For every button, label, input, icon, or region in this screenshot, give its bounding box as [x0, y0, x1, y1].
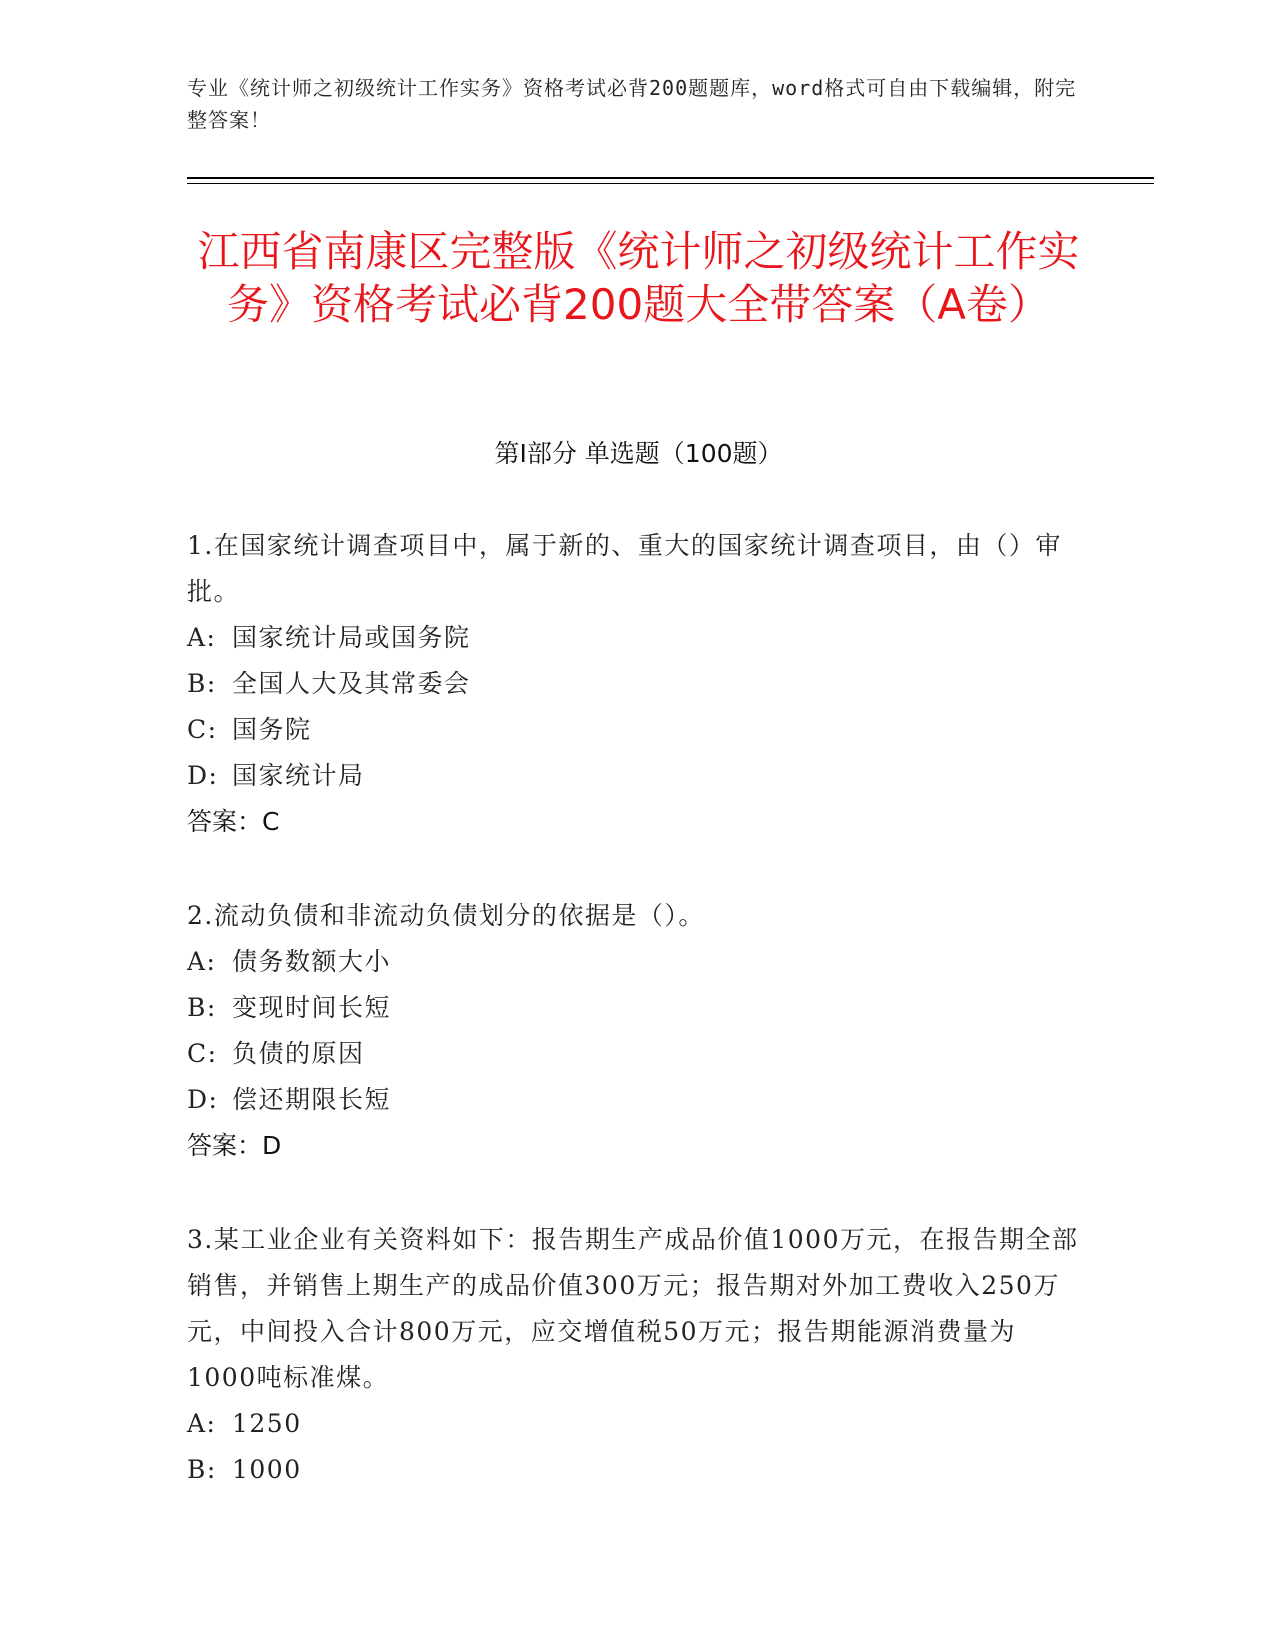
option-a	[187, 939, 1082, 985]
option-letter: A:	[187, 1409, 217, 1438]
option-letter: C:	[187, 1039, 218, 1068]
option-d	[187, 1077, 1082, 1123]
option-b	[187, 1447, 1082, 1493]
option-c	[187, 707, 1082, 753]
option-letter: D:	[187, 1085, 219, 1114]
option-letter: B:	[187, 669, 217, 698]
option-text: 负债的原因	[232, 1039, 365, 1068]
option-text: 变现时间长短	[232, 993, 392, 1022]
option-text: 1000	[232, 1455, 302, 1484]
option-text: 偿还期限长短	[232, 1085, 392, 1114]
option-letter: B:	[187, 993, 217, 1022]
option-text: 全国人大及其常委会	[232, 669, 471, 698]
option-letter: D:	[187, 761, 219, 790]
section-title: 第Ⅰ部分 单选题（100题）	[494, 439, 783, 468]
document-title: 江西省南康区完整版《统计师之初级统计工作实务》资格考试必背200题大全带答案（A卷）	[197, 227, 1080, 329]
header-divider-thick	[187, 177, 1154, 179]
answer-line: 答案：C	[187, 807, 280, 836]
question-stem: 1.在国家统计调查项目中，属于新的、重大的国家统计调查项目，由（）审批。	[187, 531, 1062, 606]
option-b	[187, 985, 1082, 1031]
question-item	[187, 523, 1082, 845]
option-a	[187, 1401, 1082, 1447]
option-text: 债务数额大小	[232, 947, 392, 976]
option-text: 国家统计局或国务院	[232, 623, 471, 652]
option-text: 国家统计局	[232, 761, 365, 790]
header-divider-thin	[187, 183, 1154, 184]
option-letter: C:	[187, 715, 218, 744]
option-letter: A:	[187, 623, 217, 652]
question-list	[187, 523, 1082, 1541]
option-letter: B:	[187, 1455, 217, 1484]
option-a	[187, 615, 1082, 661]
header-note: 专业《统计师之初级统计工作实务》资格考试必背200题题库，word格式可自由下载编辑，附完整答案！	[187, 76, 1077, 132]
answer-line: 答案：D	[187, 1131, 282, 1160]
option-b	[187, 661, 1082, 707]
option-d	[187, 753, 1082, 799]
question-stem: 2.流动负债和非流动负债划分的依据是（）。	[187, 901, 705, 930]
option-c	[187, 1031, 1082, 1077]
option-letter: A:	[187, 947, 217, 976]
question-stem: 3.某工业企业有关资料如下：报告期生产成品价值1000万元，在报告期全部销售，并销售上期生产的成品价值300万元；报告期对外加工费收入250万元，中间投入合计800万元，应交增值税50万元；报告期能源消费量为1000吨标准煤。	[187, 1225, 1079, 1392]
question-item	[187, 1217, 1082, 1493]
option-text: 国务院	[232, 715, 312, 744]
option-text: 1250	[232, 1409, 302, 1438]
question-item	[187, 893, 1082, 1169]
